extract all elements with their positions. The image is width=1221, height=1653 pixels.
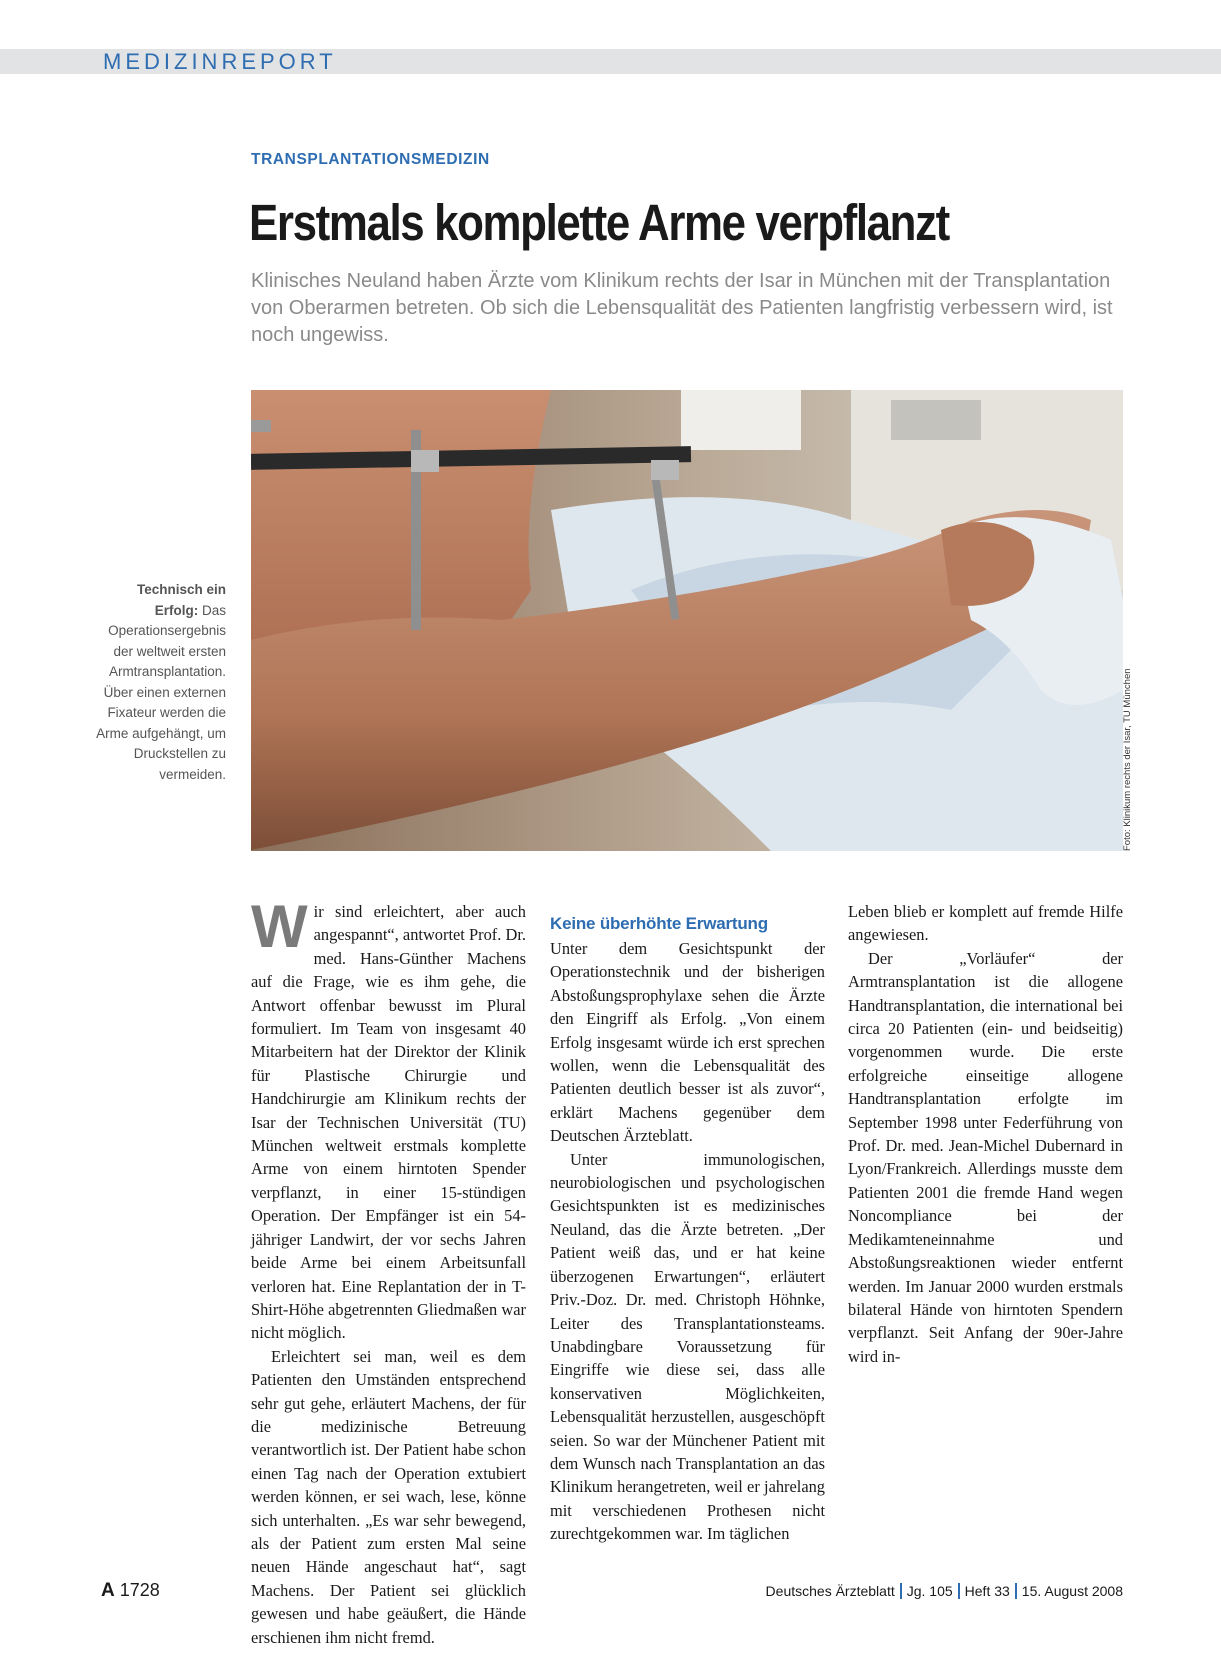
body-column-1 bbox=[251, 893, 526, 1649]
drop-cap: W bbox=[251, 893, 308, 960]
footer-separator bbox=[958, 1583, 960, 1599]
footer-separator bbox=[900, 1583, 902, 1599]
body-paragraph: Unter dem Gesichtspunkt der Operationstechnik und der bisherigen Abstoßungsprophylaxe sehen die Ärzte den Eingriff als Erfolg. „Von einem Erfolg insgesamt würde ich erst sprechen wollen, wenn die Lebensqualität des Patienten deutlich besser ist als zuvor“, erklärt Machens gegenüber dem Deutschen Ärzteblatt. bbox=[550, 939, 825, 1146]
section-label: MEDIZINREPORT bbox=[103, 49, 337, 74]
photo-credit: Foto: Klinikum rechts der Isar, TU München bbox=[1122, 668, 1133, 851]
folio-prefix: A bbox=[101, 1580, 115, 1601]
body-paragraph: ir sind erleichtert, aber auch angespannt“, antwortet Prof. Dr. med. Hans-Günther Machens auf die Frage, wie es ihm gehe, die Antwort offenbar bewusst im Plural formuliert. Im Team von insgesamt 40 Mitarbeitern hat der Direktor der Klinik für Plastische Chirurgie und Handchirurgie am Klinikum rechts der Isar der Technischen Universität (TU) München weltweit erstmals komplette Arme von einem hirntoten Spender verpflanzt, in einer 15-stündigen Operation. Der Empfänger ist ein 54-jähriger Landwirt, der vor sechs Jahren beide Arme bei einem Arbeitsunfall verloren hat. Eine Replantation der in T-Shirt-Höhe abgetrennten Gliedmaßen war nicht möglich. bbox=[251, 902, 526, 1343]
journal-volume: Jg. 105 bbox=[906, 1583, 953, 1599]
subheading: Keine überhöhte Erwartung bbox=[550, 914, 768, 933]
journal-footer bbox=[766, 1583, 1123, 1599]
body-paragraph-continued: Leben blieb er komplett auf fremde Hilfe angewiesen. bbox=[848, 902, 1123, 945]
journal-name: Deutsches Ärzteblatt bbox=[765, 1583, 895, 1599]
journal-date: 15. August 2008 bbox=[1021, 1583, 1123, 1599]
footer-separator bbox=[1015, 1583, 1017, 1599]
photo-caption bbox=[90, 580, 226, 785]
body-column-2 bbox=[550, 900, 825, 1546]
body-paragraph: Unter immunologischen, neurobiologischen und psychologischen Gesichtspunkten ist es medizinisches Neuland, das die Ärzte betreten. „Der Patient weiß das, und er hat keine überzogenen Erwartungen“, erläutert Priv.-Doz. Dr. med. Christoph Höhnke, Leiter des Transplantationsteams. Unabdingbare Voraussetzung für Eingriffe wie diese sei, dass alle konservativen Möglichkeiten, Lebensqualität herzustellen, ausgeschöpft seien. So war der Münchener Patient mit dem Wunsch nach Transplantation an das Klinikum herangetreten, weil er jahrelang mit verschiedenen Prothesen nicht zurechtgekommen war. Im täglichen bbox=[550, 1149, 825, 1544]
folio-page: 1728 bbox=[119, 1580, 160, 1600]
article-headline: Erstmals komplette Arme verpflanzt bbox=[249, 194, 949, 251]
page-number bbox=[101, 1580, 160, 1602]
caption-text: Das Operationsergebnis der weltweit ersten Armtransplantation. Über einen externen Fixateur werden die Arme aufgehängt, um Druckstellen zu vermeiden. bbox=[96, 602, 226, 782]
article-lede: Klinisches Neuland haben Ärzte vom Klinikum rechts der Isar in München mit der Transplantation von Oberarmen betreten. Ob sich die Lebensqualität des Patienten langfristig verbessern wird, ist noch ungewiss. bbox=[251, 270, 1113, 346]
article-photo bbox=[251, 390, 1123, 851]
body-paragraph: Der „Vorläufer“ der Armtransplantation ist die allogene Handtransplantation, die international bei circa 20 Patienten (ein- und beidseitig) vorgenommen wurde. Die erste erfolgreiche einseitige allogene Handtransplantation erfolgte im September 1998 unter Federführung von Prof. Dr. med. Jean-Michel Dubernard in Lyon/Frankreich. Allerdings musste dem Patienten 2001 die fremde Hand wegen Noncompliance bei der Medikamteneinnahme und Abstoßungsreaktionen wieder entfernt werden. Im Januar 2000 wurden erstmals bilateral Hände von hirntoten Spendern verpflanzt. Seit Anfang der 90er-Jahre wird in- bbox=[848, 948, 1123, 1366]
article-kicker: TRANSPLANTATIONSMEDIZIN bbox=[251, 151, 490, 168]
journal-issue: Heft 33 bbox=[964, 1583, 1010, 1599]
caption-lead: Technisch ein Erfolg: bbox=[136, 582, 226, 618]
body-paragraph: Erleichtert sei man, weil es dem Patienten den Umständen entsprechend sehr gut gehe, erläutert Machens, der für die medizinische Betreuung verantwortlich ist. Der Patient habe schon einen Tag nach der Operation extubiert werden können, er sei wach, lese, könne sich unterhalten. „Es war sehr bewegend, als der Patient zum ersten Mal seine neuen Hände angeschaut hat“, sagt Machens. Der Patient sei glücklich gewesen und habe geäußert, die Hände erschienen ihm nicht fremd. bbox=[251, 1346, 526, 1647]
body-column-3 bbox=[848, 900, 1123, 1368]
